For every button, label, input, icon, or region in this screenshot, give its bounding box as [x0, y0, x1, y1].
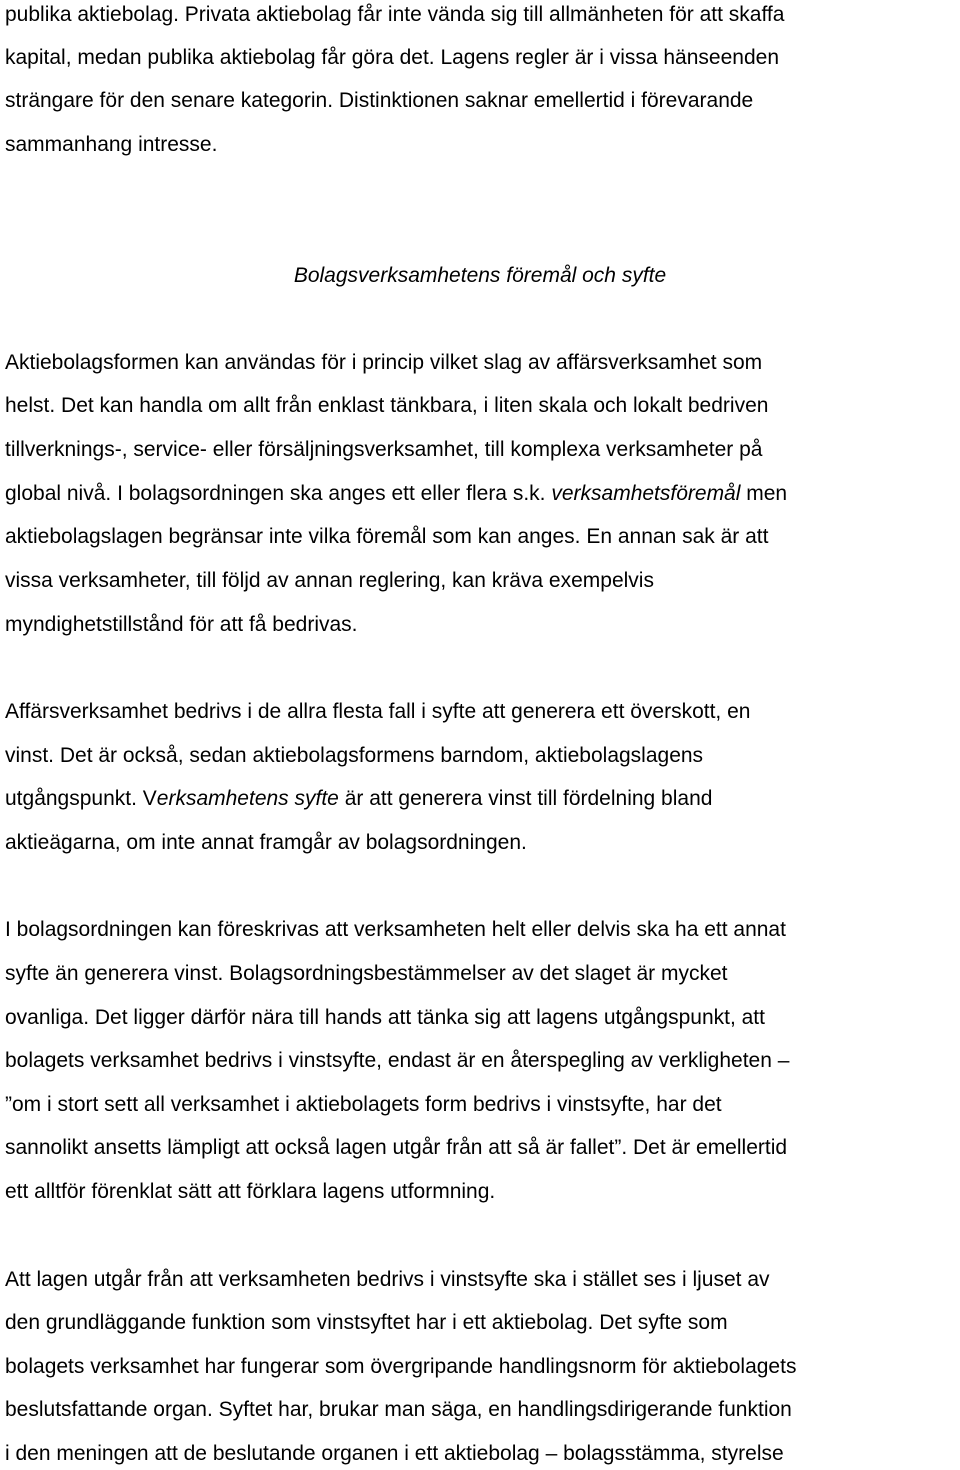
paragraph-1-line-2: kapital, medan publika aktiebolag får göra det. Lagens regler är i vissa hänseenden [5, 46, 779, 69]
paragraph-2-line-4 [5, 481, 787, 507]
paragraph-2-line-7: myndighetstillstånd för att få bedrivas. [5, 613, 358, 636]
paragraph-2-line-5: aktiebolagslagen begränsar inte vilka föremål som kan anges. En annan sak är att [5, 525, 769, 548]
paragraph-2-line-1: Aktiebolagsformen kan användas för i princip vilket slag av affärsverksamhet som [5, 351, 763, 374]
paragraph-5-line-5: i den meningen att de beslutande organen i ett aktiebolag – bolagsstämma, styrelse [5, 1442, 784, 1465]
paragraph-1-line-1: publika aktiebolag. Privata aktiebolag får inte vända sig till allmänheten för att skaffa [5, 3, 785, 26]
paragraph-4-line-3: ovanliga. Det ligger därför nära till hands att tänka sig att lagens utgångspunkt, att [5, 1006, 765, 1029]
paragraph-3-line-4: aktieägarna, om inte annat framgår av bolagsordningen. [5, 831, 527, 854]
paragraph-2-line-4-text: global nivå. I bolagsordningen ska anges ett eller flera s.k. [5, 482, 546, 505]
paragraph-4-line-4: bolagets verksamhet bedrivs i vinstsyfte, endast är en återspegling av verkligheten – [5, 1049, 790, 1072]
paragraph-5-line-3: bolagets verksamhet har fungerar som övergripande handlingsnorm för aktiebolagets [5, 1355, 797, 1378]
paragraph-1-line-3: strängare för den senare kategorin. Distinktionen saknar emellertid i förevarande [5, 89, 754, 112]
section-heading: Bolagsverksamhetens föremål och syfte [293, 264, 667, 287]
paragraph-3-line-3-end: är att generera vinst till fördelning bland [344, 787, 713, 810]
paragraph-3-line-1: Affärsverksamhet bedrivs i de allra flesta fall i syfte att generera ett överskott, en [5, 700, 751, 723]
paragraph-4-line-6: sannolikt ansetts lämpligt att också lagen utgår från att så är fallet”. Det är emellertid [5, 1136, 788, 1159]
paragraph-5-line-1: Att lagen utgår från att verksamheten bedrivs i vinstsyfte ska i stället ses i ljuset av [5, 1268, 770, 1291]
paragraph-4-line-2: syfte än generera vinst. Bolagsordningsbestämmelser av det slaget är mycket [5, 962, 728, 985]
paragraph-3-line-2: vinst. Det är också, sedan aktiebolagsformens barndom, aktiebolagslagens [5, 744, 704, 767]
paragraph-5-line-4: beslutsfattande organ. Syftet har, brukar man säga, en handlingsdirigerande funktion [5, 1398, 792, 1421]
paragraph-3-line-3-start: utgångspunkt. V [5, 787, 157, 810]
paragraph-2-line-3: tillverknings-, service- eller försäljningsverksamhet, till komplexa verksamheter på [5, 438, 763, 461]
paragraph-1-line-4: sammanhang intresse. [5, 133, 218, 156]
verksamhetens-syfte-term: erksamhetens syfte [156, 787, 339, 810]
verksamhetsforemal-term: verksamhetsföremål [551, 482, 741, 505]
paragraph-2-line-4-end: men [746, 482, 788, 505]
paragraph-3-line-3 [5, 786, 712, 812]
paragraph-4-line-5: ”om i stort sett all verksamhet i aktiebolagets form bedrivs i vinstsyfte, har det [5, 1093, 722, 1116]
paragraph-2-line-2: helst. Det kan handla om allt från enklast tänkbara, i liten skala och lokalt bedriven [5, 394, 769, 417]
paragraph-4-line-7: ett alltför förenklat sätt att förklara lagens utformning. [5, 1180, 496, 1203]
paragraph-4-line-1: I bolagsordningen kan föreskrivas att verksamheten helt eller delvis ska ha ett annat [5, 918, 786, 941]
paragraph-2-line-6: vissa verksamheter, till följd av annan reglering, kan kräva exempelvis [5, 569, 654, 592]
paragraph-5-line-2: den grundläggande funktion som vinstsyftet har i ett aktiebolag. Det syfte som [5, 1311, 728, 1334]
